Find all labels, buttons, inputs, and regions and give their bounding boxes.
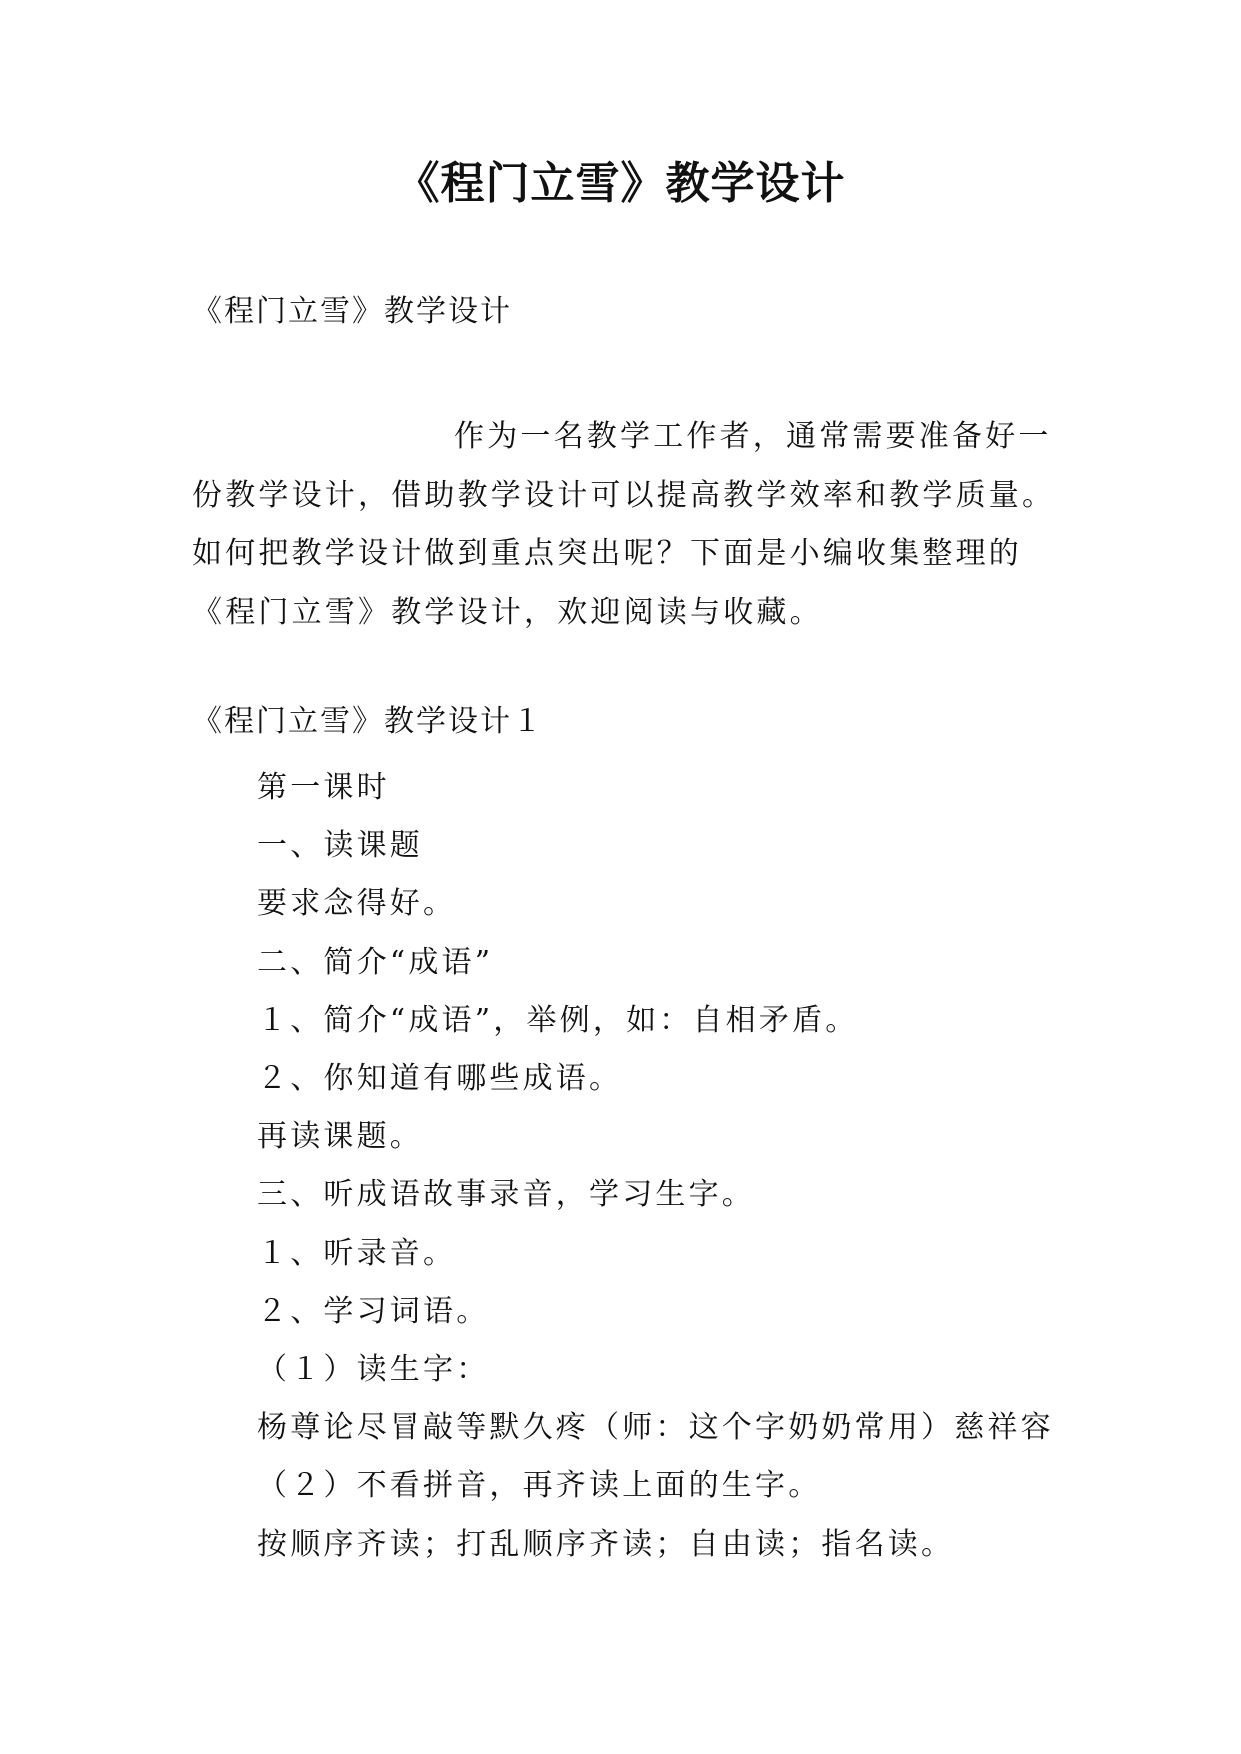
lesson-period-heading: 第一课时 (257, 770, 390, 805)
body-line: 再读课题。 (257, 1119, 423, 1155)
intro-line: 份教学设计，借助教学设计可以提高教学效率和教学质量。 (192, 477, 1056, 513)
page-title: 《程门立雪》教学设计 (395, 158, 846, 209)
body-line: ２、学习词语。 (257, 1293, 490, 1329)
body-line: （２）不看拼音，再齐读上面的生字。 (257, 1468, 822, 1504)
section-heading: 《程门立雪》教学设计１ (192, 704, 544, 739)
intro-line: 《程门立雪》教学设计，欢迎阅读与收藏。 (192, 594, 823, 630)
body-line: （１）读生字： (257, 1352, 490, 1388)
body-line: 要求念得好。 (257, 886, 457, 922)
body-line: 按顺序齐读；打乱顺序齐读；自由读；指名读。 (257, 1526, 955, 1562)
intro-line: 如何把教学设计做到重点突出呢？下面是小编收集整理的 (192, 536, 1022, 571)
body-line: １、听录音。 (257, 1235, 457, 1271)
body-line: 杨尊论尽冒敲等默久疼（师：这个字奶奶常用）慈祥容 (257, 1410, 1054, 1446)
body-line: ２、你知道有哪些成语。 (257, 1061, 623, 1097)
body-line: １、简介“成语”，举例，如：自相矛盾。 (257, 1002, 859, 1038)
intro-paragraph (192, 408, 1072, 642)
step-heading: 三、听成语故事录音，学习生字。 (257, 1177, 755, 1213)
document-subtitle: 《程门立雪》教学设计 (192, 294, 512, 329)
step-heading: 一、读课题 (257, 828, 423, 864)
lesson-content (257, 759, 1137, 1574)
intro-line: 作为一名教学工作者，通常需要准备好一 (454, 419, 1052, 454)
step-heading: 二、简介“成语” (257, 944, 494, 980)
